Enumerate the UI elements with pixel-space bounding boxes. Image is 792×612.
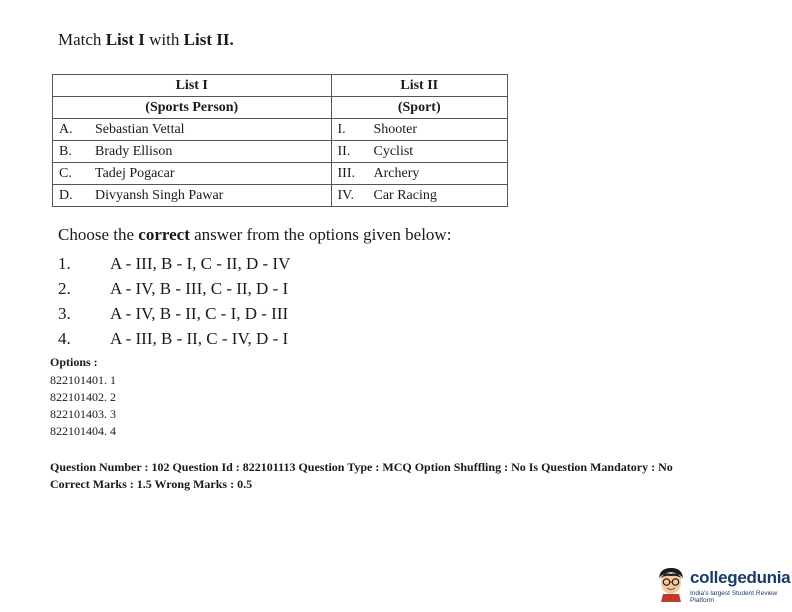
title-list1: List I [105,30,145,49]
row-sport: Car Racing [373,188,437,203]
option-id: 822101402. 2 [50,390,116,404]
row-letter: C. [59,166,72,181]
choice-number: 2. [58,279,71,298]
choice-text: A - III, B - I, C - II, D - IV [110,254,291,273]
collegedunia-logo [656,566,791,604]
instruction-text [58,225,451,245]
instruction-before: Choose the [58,225,139,244]
row-letter: B. [59,144,72,159]
table-row [53,141,508,163]
table-row [53,119,508,141]
choice-text: A - IV, B - III, C - II, D - I [110,279,289,298]
choice-text: A - III, B - II, C - IV, D - I [110,329,289,348]
question-title [58,30,234,50]
question-meta-line2: Correct Marks : 1.5 Wrong Marks : 0.5 [50,477,253,491]
choice-item[interactable] [58,254,290,274]
instruction-after: answer from the options given below: [189,225,452,244]
row-roman: III. [337,166,355,181]
title-prefix: Match [58,30,106,49]
col2-header: List II [331,75,508,97]
option-id: 822101403. 3 [50,407,116,421]
choice-item[interactable] [58,279,288,299]
col1-header: List I [53,75,332,97]
option-id: 822101401. 1 [50,373,116,387]
row-sport: Shooter [373,122,418,137]
title-with: with [144,30,184,49]
col2-subheader: (Sport) [331,97,508,119]
title-list2: List II. [183,30,234,49]
row-roman: II. [337,144,351,159]
logo-name: collegedunia [690,568,791,587]
choice-number: 4. [58,329,71,348]
row-roman: I. [337,122,346,137]
row-letter: D. [59,188,73,203]
choice-number: 3. [58,304,71,323]
row-person: Sebastian Vettal [95,122,185,137]
row-letter: A. [59,122,73,137]
table-row [53,163,508,185]
row-person: Tadej Pogacar [95,166,175,181]
row-sport: Archery [373,166,420,181]
row-person: Brady Ellison [95,144,173,159]
option-id: 822101404. 4 [50,424,116,438]
row-roman: IV. [337,188,354,203]
match-table [52,74,508,207]
choice-item[interactable] [58,329,288,349]
choice-number: 1. [58,254,71,273]
row-sport: Cyclist [373,144,414,159]
row-person: Divyansh Singh Pawar [95,188,224,203]
choice-item[interactable] [58,304,288,324]
question-meta-line1: Question Number : 102 Question Id : 822101113 Question Type : MCQ Option Shuffling : No Is Question Mandatory : No [50,460,673,474]
student-mascot-icon [656,566,686,602]
choice-text: A - IV, B - II, C - I, D - III [110,304,289,323]
table-row [53,185,508,207]
logo-tagline: India's largest Student Review Platform [690,590,778,604]
options-label: Options : [50,355,98,369]
instruction-bold: correct [138,225,190,244]
col1-subheader: (Sports Person) [53,97,332,119]
